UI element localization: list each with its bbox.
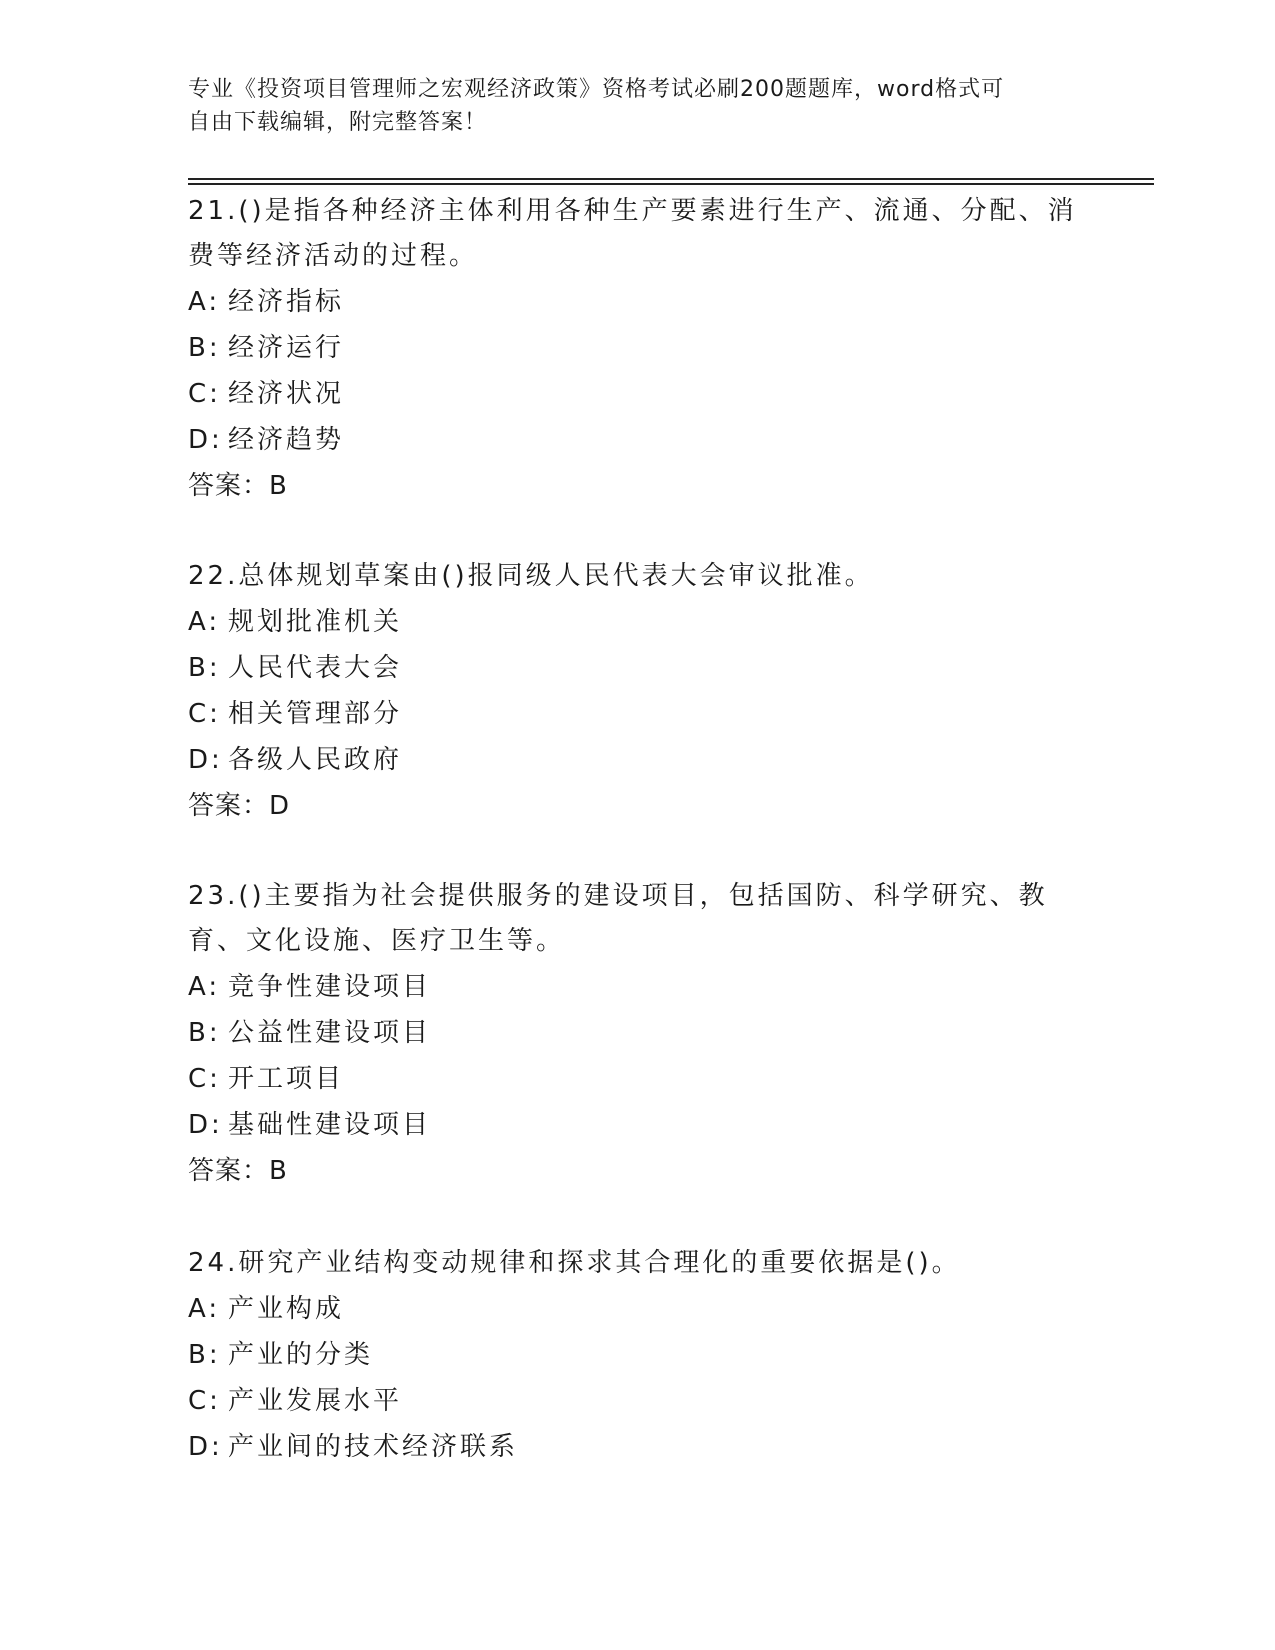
question-text: 22.总体规划草案由()报同级人民代表大会审议批准。 <box>188 561 874 591</box>
option-a <box>188 964 1088 1010</box>
header-divider-top <box>188 178 1154 180</box>
option-key: B: <box>188 333 221 363</box>
answer-line: 答案：D <box>188 791 291 821</box>
option-c <box>188 1056 1088 1102</box>
option-key: D: <box>188 1110 223 1140</box>
option-text: 产业间的技术经济联系 <box>228 1432 519 1462</box>
option-c <box>188 691 1088 737</box>
option-text: 经济运行 <box>228 333 345 363</box>
option-text: 各级人民政府 <box>228 745 403 775</box>
option-text: 规划批准机关 <box>228 607 403 637</box>
question-text: 21.()是指各种经济主体利用各种生产要素进行生产、流通、分配、消费等经济活动的过程。 <box>188 196 1077 271</box>
question-24 <box>188 1241 1088 1470</box>
option-key: B: <box>188 1018 221 1048</box>
answer-line: 答案：B <box>188 471 288 501</box>
option-text: 产业构成 <box>228 1294 345 1324</box>
option-key: A: <box>188 1294 221 1324</box>
option-text: 相关管理部分 <box>228 699 403 729</box>
option-text: 开工项目 <box>228 1064 345 1094</box>
option-d <box>188 737 1088 783</box>
question-23 <box>188 874 1088 1194</box>
option-key: A: <box>188 972 221 1002</box>
option-key: D: <box>188 1432 223 1462</box>
header-line-1: 专业《投资项目管理师之宏观经济政策》资格考试必刷200题题库，word格式可 <box>188 77 1005 102</box>
option-text: 经济趋势 <box>228 425 345 455</box>
option-b <box>188 1332 1088 1378</box>
option-text: 经济状况 <box>228 379 345 409</box>
option-key: C: <box>188 1386 221 1416</box>
option-text: 基础性建设项目 <box>228 1110 432 1140</box>
option-key: B: <box>188 1340 221 1370</box>
option-key: C: <box>188 1064 221 1094</box>
option-d <box>188 1102 1088 1148</box>
option-key: A: <box>188 287 221 317</box>
question-21 <box>188 189 1088 509</box>
option-a <box>188 1286 1088 1332</box>
question-text: 23.()主要指为社会提供服务的建设项目，包括国防、科学研究、教育、文化设施、医疗卫生等。 <box>188 881 1048 956</box>
option-text: 产业发展水平 <box>228 1386 403 1416</box>
option-c <box>188 1378 1088 1424</box>
header-line-2: 自由下载编辑，附完整答案！ <box>188 110 488 135</box>
answer-line: 答案：B <box>188 1156 288 1186</box>
option-text: 产业的分类 <box>228 1340 374 1370</box>
option-a <box>188 599 1088 645</box>
option-key: D: <box>188 745 223 775</box>
document-header <box>188 73 1068 139</box>
header-divider-bottom <box>188 183 1154 185</box>
option-key: C: <box>188 699 221 729</box>
option-key: A: <box>188 607 221 637</box>
option-text: 经济指标 <box>228 287 345 317</box>
option-b <box>188 645 1088 691</box>
option-c <box>188 371 1088 417</box>
option-b <box>188 325 1088 371</box>
option-text: 公益性建设项目 <box>228 1018 432 1048</box>
option-key: D: <box>188 425 223 455</box>
option-b <box>188 1010 1088 1056</box>
option-d <box>188 1424 1088 1470</box>
question-text: 24.研究产业结构变动规律和探求其合理化的重要依据是()。 <box>188 1248 961 1278</box>
option-key: B: <box>188 653 221 683</box>
option-a <box>188 279 1088 325</box>
option-text: 竞争性建设项目 <box>228 972 432 1002</box>
question-22 <box>188 554 1088 829</box>
option-d <box>188 417 1088 463</box>
option-key: C: <box>188 379 221 409</box>
option-text: 人民代表大会 <box>228 653 403 683</box>
